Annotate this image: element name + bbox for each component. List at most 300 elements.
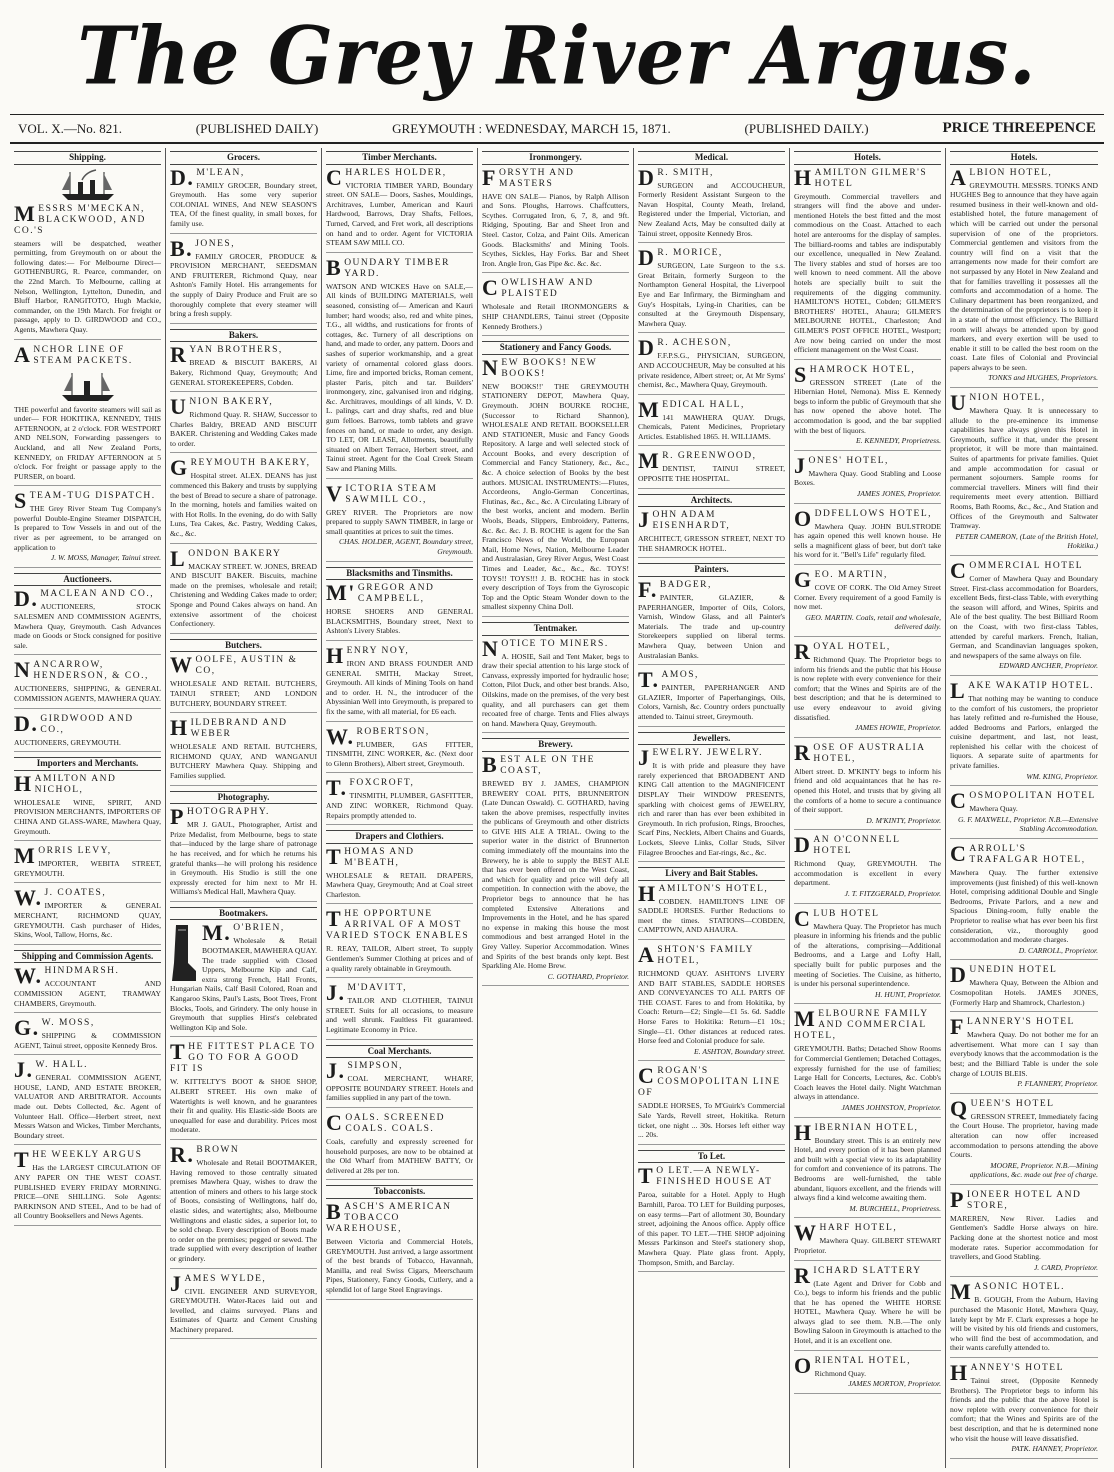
ad-body: RICHMOND QUAY. ASHTON'S LIVERY AND BAIT STABLES, SADDLE HORSES AND CONVEYANCES TO ALL PARTS OF THE COAST. Fares to and from Hokitika, by Coach: Return—£2; Single—£1 5s. 6d. Saddle Horse Fares to Hokitika: Return—£1 10s.; Single—£1. Other distances at reduced rates. Horse feed and Colonial produce for sale. <box>638 969 785 1046</box>
ad-photography <box>170 804 317 902</box>
ad-body: Mawhera Quay. Do not bother me for an advertisement. What more can I say than everybody knows that the accommodation is the best; and the Billiard Table is under the sole charge of LOUIS BLEIS. <box>950 1030 1098 1078</box>
section-heading: Architects. <box>638 494 785 508</box>
ad-weekly-argus <box>14 1147 161 1226</box>
section-heading: Shipping and Commission Agents. <box>14 950 161 964</box>
steamship-icon <box>58 369 118 403</box>
section-heading: Jewellers. <box>638 732 785 746</box>
section-heading: Tobacconists. <box>326 1185 473 1199</box>
ad-trafalgar <box>950 841 1098 960</box>
ad-best-ale <box>482 751 629 986</box>
ad-heading: JOHN ADAM EISENHARDT, <box>638 507 731 533</box>
ad-heading: M.O'BRIEN, <box>202 920 285 946</box>
ad-body: Mawhera Quay, Between the Albion and Cosmopolitan Hotels. JAMES JONES, (Formerly Harp and Shamrock, Charleston.) <box>950 978 1098 1007</box>
ad-shipping-mmeckan <box>14 200 161 340</box>
section-heading: Importers and Merchants. <box>14 757 161 771</box>
ad-heading: ROSE OF AUSTRALIA HOTEL, <box>794 739 926 765</box>
ad-body: DENTIST, TAINUI STREET, OPPOSITE THE HOSPITAL. <box>638 464 785 484</box>
ad-signature: CHAS. HOLDER, AGENT, Boundary street, Greymouth. <box>338 537 473 556</box>
ad-body: IMPORTER & GENERAL MERCHANT, RICHMOND QUAY, GREYMOUTH. Cash purchaser of Hides, Skins, Wool, Tallow, Horns, &c. <box>14 901 161 940</box>
ad-obrien <box>170 920 317 1037</box>
ad-body: HORSE SHOERS AND GENERAL BLACKSMITHS, Boundary street, Next to Ashton's Livery Stables. <box>326 607 473 636</box>
published-daily-right: (PUBLISHED DAILY.) <box>744 120 869 136</box>
section-heading: Photography. <box>170 791 317 805</box>
ad-heading: THOMAS AND M'BEATH, <box>326 843 415 869</box>
ad-royal-hotel <box>794 638 941 738</box>
ad-signature: MOORE, Proprietor. N.B.—Mining applications, &c. made out free of charge. <box>969 1160 1098 1180</box>
ad-signature: JAMES MORTON, Proprietor. <box>848 1379 941 1389</box>
ad-heading: D.MACLEAN AND CO., <box>14 586 155 612</box>
ad-heading: WOOLFE, AUSTIN & CO, <box>170 652 298 678</box>
newspaper-title: The Grey River Argus. <box>77 8 1037 103</box>
ad-reay <box>326 906 473 978</box>
section-heading: Grocers. <box>170 151 317 165</box>
ad-nancarrow <box>14 657 161 708</box>
section-heading: Stationery and Fancy Goods. <box>482 341 629 355</box>
section-heading: Livery and Bait Stables. <box>638 867 785 881</box>
ad-body: AUCTIONEERS, SHIPPING, & GENERAL COMMISSION AGENTS, MAWHERA QUAY. <box>14 684 161 703</box>
ad-signature: JAMES HOWIE, Proprietor. <box>854 723 941 733</box>
ad-body: Mawhera Quay. Good Stabling and Loose Boxes. <box>794 468 941 488</box>
section-heading: Timber Merchants. <box>326 151 473 165</box>
section-heading: Tentmaker. <box>482 622 629 636</box>
ad-body: Greymouth. Commercial travellers and strangers will find the above and under-mentioned Hotels the best fitted and the most commodious on the Coast. Attached to each hotel are anterooms for the display of samples. The billiard-rooms and tables are indisputably our excellence, unequalled in New Zealand. The livery stables and stud of horses are too well known to need comment. All the above hotels are specially built to suit the requirements of the digging community. HAMILTON'S HOTEL, Cobden; GILMER'S BROTHERS' HOTEL, Ahaura; GILMER'S MELBOURNE HOTEL, Charleston; And GILMER'S POST OFFICE HOTEL, Westport; Are now being carried on under the most efficient management on the West Coast. <box>794 191 941 355</box>
ad-body: It is with pride and pleasure they have rarely experienced that BROADBENT AND KING Call attention to the MAGNIFICENT DISPLAY Their WINDOW PRESENTS, sparkling with choicest gems of JEWELRY, rich and rarer than has ever been exhibited in Greymouth. In rich profusion, Rings, Brooches, Scarf Pins, Necklets, Albert Chains and Guards, Lockets, Sleeve Links, Collar Studs, Silver Filagree Brooches and Ear-rings, &c., &c. <box>638 761 785 857</box>
ad-heading: DUNEDIN HOTEL <box>950 962 1058 988</box>
ad-body: SURGEON and ACCOUCHEUR, Formerly Resident Assistant Surgeon to the Navan Hospital, County Meath, Ireland, Registered under the Imperial, Victorian, and New Zealand Acts, May be consulted daily at Tainui street, opposite Kennedy Bros. <box>638 180 785 238</box>
ad-body: IMPORTER, WEBITA STREET, GREYMOUTH. <box>14 859 161 878</box>
ad-union-bakery <box>170 394 317 453</box>
ad-heading: SHAMROCK HOTEL, <box>794 361 916 387</box>
ad-heading: W.HINDMARSH. <box>14 963 120 989</box>
ad-commercial-hotel <box>950 557 1098 676</box>
ad-heading: J.W. HALL. <box>14 1057 89 1083</box>
ad-heading: PIONEER HOTEL AND STORE, <box>950 1186 1082 1212</box>
ad-heading: LAKE WAKATIP HOTEL. <box>950 677 1095 703</box>
ad-signature: C. GOTHARD, Proprietor. <box>547 971 629 981</box>
ad-mgregor-campbell <box>326 580 473 641</box>
ad-body: Mawhera Quay. GILBERT STEWART Proprietor. <box>794 1236 941 1255</box>
column-2 <box>166 148 322 1468</box>
ad-signature: PETER CAMERON, (Late of the British Hotel, Hokitika.) <box>955 531 1098 551</box>
ad-boundary-timber <box>326 254 473 479</box>
ad-body: MACKAY STREET. W. JONES, BREAD AND BISCUIT BAKER. Biscuits, machine made on the premises, wholesale and retail; Christening and Wedding Cakes made to order; Sponge and Pound Cakes always on hand. An extensive assortment of the choicest Confectionery. <box>170 561 317 629</box>
ad-body: Boundary street. This is an entirely new Hotel, and every portion of it has been planned and built with a special view to its adaptability for comfort and convenience of its patrons. The Bedrooms are well-furnished, the table abundant, liquors excellent, and the friends will always find a kind welcome awaiting them. <box>794 1135 941 1203</box>
section-heading: To Let. <box>638 1150 785 1164</box>
ad-signature: J. T. FITZGERALD, Proprietor. <box>844 889 941 899</box>
ad-body: BREWED BY J. JAMES, CHAMPION BREWERY COAL PITS, BRUNNERTON (Late Duncan Oswald). C. GOTHARD, having taken the above premises, respectfully invites the publicans of Greymouth and other districts to GIVE HIS ALE A TRIAL. Owing to the superior water in the district of Brunnerton coming immediately off the mountains into the Brewery, he is able to supply the BEST ALE that has ever been offered on the West Coast, and which for quality and price will defy all competition. In connection with the above, the Proprietor begs to announce that he has completed Extensive Alterations and Improvements in the Hotel, and he has spared no expense in making this house the most commodious and best arranged Hotel in the Grey Valley. Superior Accommodation. Wines and Spirits of the best brands only kept. Best Sparkling Ale. Home Brew. <box>482 778 629 971</box>
ad-heading: T.AMOS, <box>638 667 699 693</box>
ad-badger <box>638 577 785 665</box>
ad-henry-noy <box>326 642 473 722</box>
ad-heading: M'GREGOR AND CAMPBELL, <box>326 580 435 606</box>
section-heading: Hotels. <box>950 151 1098 165</box>
ad-signature: M. BURCHELL, Proprietress. <box>849 1203 941 1213</box>
ad-body: NEW BOOKS!!' THE GREYMOUTH STATIONERY DEPOT, Mawhera Quay, Greymouth. JOHN BOURKE ROCHE, (Successor to Richard Shannon), WHOLESALE AND RETAIL BOOKSELLER AND STATIONER, Music and Fancy Goods Repository. A large and well selected stock of Account Books, and every description of Commercial and Fancy Stationery, &c., &c., &c. A choice selection of Books by the best authors. MUSICAL INSTRUMENTS:—Flutes, Accordeons, Anglo-German Concertinas, Flutinas, &c., &c., &c. A Circulating Library of the best works, ancient and modern. Berlin Wools, Beads, Slippers, Embroidery, Patterns, &c. &c. &c. J. B. ROCHE is agent for the San Francisco News of the World, the European Mail, Home News, Nation, Melbourne Leader and Australasian, Grey River Argus, West Coast Times and Leader, &c., &c., &c. TOYS! TOYS!! TOYS!!! J. B. ROCHE has in stock every description of Toys from the Gyroscopic Top and the Optic Steam Wonder down to the smallest sixpenny China Doll. <box>482 381 629 612</box>
ad-heading: NEW BOOKS! NEW BOOKS! <box>482 354 598 380</box>
ad-heading: HIBERNIAN HOTEL, <box>794 1119 919 1145</box>
ad-heading: DAN O'CONNELL HOTEL <box>794 832 901 858</box>
ad-woolfe-austin <box>170 652 317 713</box>
section-heading: Auctioneers. <box>14 573 161 587</box>
ad-heading: D.M'LEAN, <box>170 164 245 190</box>
ad-body: GRESSON STREET, Immediately facing the Court House. The proprietor, having made alteration can now offer increased accommodation to persons attending the above Courts. <box>950 1111 1098 1160</box>
ad-heading: MEDICAL HALL, <box>638 396 745 422</box>
ad-heading: THE OPPORTUNE ARRIVAL OF A MOST VARIED STOCK ENABLES <box>326 906 470 942</box>
ad-heading: D.GIRDWOOD AND CO., <box>14 710 134 736</box>
ad-body: CIVIL ENGINEER AND SURVEYOR, GREYMOUTH. Water-Races laid out and levelled, and claims surveyed. Plans and Estimates of Quartz and Cement Crushing Machinery prepared. <box>170 1286 317 1334</box>
ad-body: Mawhera Quay. <box>969 804 1018 814</box>
ad-amos <box>638 667 785 726</box>
ad-jones-hotel <box>794 452 941 504</box>
ad-heading: RICHARD SLATTERY <box>794 1262 922 1288</box>
ad-hindmarsh <box>14 963 161 1013</box>
ad-body: Richmond Quay. R. SHAW, Successor to Charles Baldry, BREAD AND BISCUIT BAKER. Christening and Wedding Cakes made to order. <box>170 410 317 448</box>
section-heading: Hotels. <box>794 151 941 165</box>
ad-ashtons <box>638 942 785 1061</box>
ad-heading: W.J. COATES, <box>14 885 107 911</box>
price: PRICE THREEPENCE <box>942 120 1096 136</box>
column-3 <box>322 148 478 1468</box>
ad-heading: HAMILTON GILMER'S HOTEL <box>794 164 928 190</box>
ad-hibernian <box>794 1119 941 1219</box>
ad-heading: DR. SMITH, <box>638 164 714 190</box>
ad-body: WHOLESALE WINE, SPIRIT, AND PROVISION MERCHANTS, IMPORTERS OF CHINA AND GLASS-WARE, Mawhera Quay, Greymouth. <box>14 797 161 836</box>
columns <box>10 148 1104 1468</box>
section-heading: Medical. <box>638 151 785 165</box>
ad-body: Wholesale and Retail BOOTMAKER, Having removed to those centrally situated premises Mawhera Quay, wishes to draw the attention of miners and others to his large stock of Boots, consisting of Wellingtons, half do, elastic sides, and watertights; also, Melbourne Wellingtons and elastic sides, a superior lot, to be sold cheap. Every description of Boots made to order on the premises; pegged or sewed. The trade supplied with every description of leather or grindery. <box>170 1157 317 1263</box>
ad-dan-oconnell <box>794 832 941 903</box>
ad-body: HAVE ON SALE— Pianos, by Ralph Allison and Sons. Ploughs, Harrows. Chaffcutters, Scythes. Corrugated Iron, 6, 7, 8, and 9ft. Ridging, Spouting. Bar and Sheet Iron and Steel. Castor, Colza, and Paint Oils. American Goods. Blacksmiths' and Mining Tools. Scythes, Sickles, Hay Forks. Bar and Sheet Iron. Angle Iron, Gas Pipe &c. &c. &c. <box>482 191 629 268</box>
ad-heading: FORSYTH AND MASTERS <box>482 164 575 190</box>
ad-heading: MASONIC HOTEL. <box>950 1279 1066 1305</box>
ad-oddfellows <box>794 505 941 565</box>
ad-lake-wakatip <box>950 677 1098 786</box>
ad-coates <box>14 885 161 944</box>
ad-body: PAINTER, PAPERHANGER AND GLAZIER, Importer of Paperhangings, Oils, Colors, Varnish, &c. Country orders punctually attended to. Tainui street, Greymouth. <box>638 683 785 721</box>
ad-heading: JEWELRY. JEWELRY. <box>638 745 763 771</box>
ad-body: COBDEN. HAMILTON'S LINE OF SADDLE HORSES. Further Reductions to meet the times. STATIONS—COBDEN, CAMPTOWN, AND AHAURA. <box>638 896 785 935</box>
ad-heading: G.W. MOSS, <box>14 1015 95 1041</box>
ad-heading: HANNEY'S HOTEL <box>950 1360 1064 1385</box>
section-heading: Bootmakers. <box>170 907 317 921</box>
ad-heading: HILDEBRAND AND WEBER <box>170 715 288 741</box>
ad-morris-levy <box>14 843 161 883</box>
ad-body: PLUMBER, GAS FITTER, TINSMITH, ZINC WORKER, &c. (Next door to Glenn Brothers), Albert street, Greymouth. <box>326 739 473 768</box>
ad-medical-hall <box>638 396 785 447</box>
ad-heading: LONDON BAKERY <box>170 545 282 571</box>
ad-heading: PHOTOGRAPHY. <box>170 804 270 830</box>
ad-heading: GEO. MARTIN, <box>794 567 888 592</box>
ad-masonic-hotel <box>950 1279 1098 1358</box>
ad-heading: STEAM-TUG DISPATCH. <box>14 488 156 514</box>
ad-club-hotel <box>794 905 941 1005</box>
ad-thomas-mbeath <box>326 843 473 905</box>
ad-flannerys <box>950 1014 1098 1094</box>
ad-signature: JAMES JOHNSTON, Proprietor. <box>841 1102 941 1112</box>
ad-heading: CROGAN'S COSMOPOLITAN LINE OF <box>638 1063 781 1099</box>
ad-heading: JAMES WYLDE, <box>170 1270 267 1296</box>
ad-body: Wholesale & Retail BOOTMAKER, MAWHERA QUAY. The trade supplied with Closed Uppers, Melbourne Kip and Calf, extra strong French, Hall Fronts, Hungarian Nails, Calf Basil Colored, Roan and Kangaroo Skins, Paul's Lasts, Boot Trees, Front Blocks, Tools, and Grindery. The only house in Greymouth that supplies Hirst's celebrated Wellington Kip and Sole. <box>170 936 317 1032</box>
ad-pioneer-hotel <box>950 1186 1098 1278</box>
ad-body: GENERAL COMMISSION AGENT, HOUSE, LAND, AND ESTATE BROKER, VALUATOR AND ARBITRATOR. Accounts made out. Debts Collected, &c. Agent of Volunteer Hall. Office—Herbert street, next Messrs Watson and Wickes, Timber Merchants, Boundary street. <box>14 1073 161 1140</box>
ad-signature: E. KENNEDY, Proprietress. <box>855 436 941 446</box>
ad-body: Wholesale and Retail IRONMONGERS & SHIP CHANDLERS, Tainui street (Opposite Kennedy Brothers.) <box>482 302 629 331</box>
ad-heading: THE FITTEST PLACE TO GO TO FOR A GOOD FIT IS <box>170 1039 316 1075</box>
ad-shamrock-hotel <box>794 361 941 451</box>
ad-heading: ROYAL HOTEL, <box>794 638 891 664</box>
ad-heading: B.JONES, <box>170 235 236 261</box>
ad-robertson <box>326 723 473 774</box>
ad-heading: W.ROBERTSON, <box>326 723 430 749</box>
ad-albion-hotel <box>950 164 1098 388</box>
ad-forsyth-masters <box>482 164 629 274</box>
ad-hamiltons-hotel <box>638 880 785 940</box>
ad-dr-morice <box>638 245 785 333</box>
ad-heading: HENRY NOY, <box>326 642 410 668</box>
ad-signature: J. W. MOSS, Manager, Tainui street. <box>50 553 161 563</box>
ad-body: FAMILY GROCER, Boundary street, Greymouth. Has some very superior COLONIAL WINES, And NEW SEASON'S TEA, Of the finest quality, in small boxes, for family use. <box>170 180 317 228</box>
ad-heading: R.BROWN <box>170 1141 240 1167</box>
ad-heading: FLANNERY'S HOTEL <box>950 1014 1075 1040</box>
ad-heading: HAMILTON AND NICHOL, <box>14 770 117 796</box>
ad-body: TAILOR AND CLOTHIER, TAINUI STREET. Suits for all occasions, to measure and well shrunk. Faultless Fit guaranteed. Legitimate Economy in Price. <box>326 996 473 1035</box>
ad-heading: DR. MORICE, <box>638 245 723 271</box>
section-heading: Coal Merchants. <box>326 1045 473 1059</box>
ad-body: Paroa, suitable for a Hotel. Apply to Hugh Barnhill, Paroa. TO LET for Building purposes, on easy terms—Part of allotment 30, Boundary street, adjoining the Anoos office. Apply office of this paper. TO LET.—THE SHOP adjoining Messrs Parkinson and Steel's stationery shop, Mawhera Quay. Plate glass front. Apply, Thompson, Smith, and Barclay. <box>638 1190 785 1267</box>
ad-wharf-hotel <box>794 1220 941 1260</box>
section-heading: Blacksmiths and Tinsmiths. <box>326 567 473 581</box>
published-daily-left: (PUBLISHED DAILY) <box>195 120 319 136</box>
column-5 <box>634 148 790 1468</box>
ad-heading: RYAN BROTHERS, <box>170 342 283 368</box>
ad-signature: TONKS and HUGHES, Proprietors. <box>988 373 1098 383</box>
ad-coals <box>326 1110 473 1180</box>
ad-body: Mawhera Quay. The further extensive improvements (just finished) of this well-known Hotel, comprising additional Double and Single Bedrooms, Private Parlors, and a new and Spacious Dining-room, fully enable the Proprietor to realise what has ever been his first consideration, viz., thoroughly good accommodation and moderate charges. <box>950 868 1098 945</box>
ad-cowlishaw <box>482 275 629 336</box>
dateline-bar <box>10 114 1104 144</box>
steamship-icon <box>58 168 118 202</box>
ad-heading: J.M'DAVITT, <box>326 980 407 1006</box>
ad-body: Mawhera Quay. It is unnecessary to allude to the pre-eminence its immense capabilities have always given this Hotel in Greymouth, suffice it that, under the present proprietor, it will be more than maintained. Suites of apartments for private families. Quiet and ample accommodation for casual or permanent sojourners. Sample rooms for commercial travellers. Miners will find their requirements meet every attention. Billiard Rooms, Bath Rooms, &c., &c., And Station and Offices of the Greymouth and Saltwater Tramway. <box>950 406 1098 531</box>
ad-heading: QUEEN'S HOTEL <box>950 1095 1055 1121</box>
ad-heading: CHARLES HOLDER, <box>326 164 447 190</box>
ad-heading: F.BADGER, <box>638 577 712 603</box>
ad-body: GREYMOUTH. Baths; Detached Show Rooms for Commercial Gentlemen; Detached Cottages, expressly furnished for the use of families; Large Hall for Concerts, Lectures, &c. Cobb's Coach leaves the Hotel daily. Night Watchman always in attendance. <box>794 1044 941 1102</box>
ad-heading: TO LET.—A NEWLY-FINISHED HOUSE AT <box>638 1163 773 1189</box>
ad-signature: EDWARD ANCHER, Proprietor. <box>998 661 1098 671</box>
ad-body: FAMILY GROCER, PRODUCE & PROVISION MERCHANT, SEEDSMAN AND FRUITERER, Richmond Quay, near Ashton's Family Hotel. His arrangements for the supply of Dairy Produce and Fruit are so thoroughly complete that every steamer will bring a fresh supply. <box>170 251 317 319</box>
ad-heading: MORRIS LEVY, <box>14 843 112 869</box>
ad-body: Albert street. D. M'KINTY begs to inform his friend and old acquaintances that he has re-opened this Hotel, and trusts that by giving all the comforts of a home to secure a continuance of their support. <box>794 766 941 815</box>
ad-signature: JAMES JONES, Proprietor. <box>856 489 941 499</box>
ad-heading: COWLISHAW AND PLAISTED <box>482 275 594 301</box>
ad-body: VICTORIA TIMBER YARD, Boundary street. ON SALE— Doors, Sashes, Mouldings, Architraves, Lumber, American and Kauri Hardwood, Barrows, Dray Shafts, Felloes, Turned, Carved, and Fret work, all descriptions on hand and to order. Agent for VICTORIA STEAM SAW MILL CO. <box>326 180 473 248</box>
ad-heading: COALS. SCREENED COALS. COALS. <box>326 1110 446 1135</box>
ad-body: Between Victoria and Commercial Hotels, GREYMOUTH. Just arrived, a large assortment of the best brands of Tobacco, Havannah, Manilla, and real Swiss Cigars, Meerschaum Pipes, Stationery, Fancy Goods, Cutlery, and a splendid lot of large Steel Engravings. <box>326 1236 473 1294</box>
ad-heading: COMMERCIAL HOTEL <box>950 557 1084 583</box>
ad-body: Hospital street. ALEX. DEANS has just commenced this Bakery and trusts by supplying the best of Bread to secure a share of patronage. In the morning, hotels and families waited on with Hot Rolls. In the evening, do do with Sally Luns, Tea Cakes, &c. Pastry, Wedding Cakes, &c., &c. <box>170 471 317 539</box>
ad-body: SHIPPING & COMMISSION AGENT, Tainui street, opposite Kennedy Bros. <box>14 1031 161 1050</box>
ad-body: Mawhera Quay. The Proprietor has much pleasure in informing his friends and the public of the alterations, comprising—Additional Bedrooms, and a Large and Lofty Hall, specially built for public purposes and the meeting of Societies. The Cuisine, as hitherto, is under his personal superintendence. <box>794 921 941 989</box>
ad-body: SURGEON, Late Surgeon to the s.s. Great Britain, formerly Surgeon to the Northampton General Hospital, the Liverpool Eye and Ear Infirmary, the Birmingham and Guy's Hospitals, Lying-in Charities, can be consulted at the Greymouth Dispensary, Mawhera Quay. <box>638 261 785 328</box>
section-heading: Shipping. <box>14 151 161 165</box>
ad-heading: ODDFELLOWS HOTEL, <box>794 505 933 531</box>
column-1 <box>10 148 166 1468</box>
ad-heading: JONES' HOTEL, <box>794 452 889 478</box>
ad-union-hotel <box>950 390 1098 556</box>
ad-foxcroft <box>326 775 473 825</box>
ad-heading: CARROLL'S TRAFALGAR HOTEL, <box>950 841 1086 867</box>
ad-body: PAINTER, GLAZIER, & PAPERHANGER, Importer of Oils, Colors, Varnish, Window Glass, and all Painter's Materials. The trade and up-country Storekeepers supplied on liberal terms. Mawhera Quay, between Union and Australasian Banks. <box>638 593 785 660</box>
ad-body: AUCTIONEERS, GREYMOUTH. <box>14 737 121 747</box>
ad-crogan <box>638 1063 785 1144</box>
ad-notice-to-miners <box>482 635 629 734</box>
ad-body: IRON AND BRASS FOUNDER AND GENERAL SMITH, Mackay Street, Greymouth. All kinds of Mining Tools on hand and to order. H. N., the introducer of the Abyssinian Well into Greymouth, is prepared to fix the same, with all material, for £6 each. <box>326 658 473 716</box>
ad-heading: COSMOPOLITAN HOTEL <box>950 788 1096 814</box>
ad-body: ARCHITECT, GRESSON STREET, NEXT TO THE SHAMROCK HOTEL. <box>638 534 785 553</box>
ad-anchor-line <box>14 341 161 487</box>
ad-girdwood <box>14 710 161 753</box>
ad-heading: GREYMOUTH BAKERY, <box>170 455 311 481</box>
ad-body: TINSMITH, PLUMBER, GASFITTER, AND ZINC WORKER, Richmond Quay. Repairs promptly attended to. <box>326 791 473 820</box>
ad-heading: THE WEEKLY ARGUS <box>14 1147 143 1173</box>
ad-body: SADDLE HORSES, To M'Guirk's Commercial Sale Yards, Revell street, Hokitika. Return ticket, one night ... 30s. Horses left either way ... 20s. <box>638 1101 785 1140</box>
ad-body: MAREREN, New River. Ladies and Gentlemen's Saddle Horse always on hire. Packing done at the shortest notice and most moderate rates. Superior accommodation for travellers, and Good Stabling. <box>950 1213 1098 1262</box>
ad-body: Mawhera Quay. JOHN BULSTRODE has again opened this well known house. He sells a magnificent glass of beer, but don't take his word for it. "Bell's Life" regularly filed. <box>794 521 941 560</box>
ad-dr-smith <box>638 164 785 244</box>
ad-to-let <box>638 1163 785 1272</box>
ad-rose-of-australia <box>794 739 941 831</box>
ad-eisenhardt <box>638 507 785 558</box>
ad-signature: D. M'KINTY, Proprietor. <box>866 815 941 825</box>
ad-heading: CLUB HOTEL <box>794 905 880 931</box>
ad-body: WHOLESALE & RETAIL DRAPERS, Mawhera Quay, Greymouth; And at Coal street Charleston. <box>326 870 473 899</box>
ad-body: Coals, carefully and expressly screened for household purposes, are now to be obtained at the Old Wharf from MATHEW BATTY, Or delivered at 28s per ton. <box>326 1137 473 1175</box>
ad-heading: MESSRS M'MECKAN, BLACKWOOD, AND CO.'S <box>14 200 146 236</box>
ad-heading: ASHTON'S FAMILY HOTEL, <box>638 942 754 968</box>
volume-number: VOL. X.—No. 821. <box>18 120 122 136</box>
ad-signature: E. ASHTON, Boundary street. <box>694 1046 785 1056</box>
ad-heading: HAMILTON'S HOTEL, <box>638 880 769 906</box>
ad-body: 141 MAWHERA QUAY. Drugs, Chemicals, Patent Medicines, Proprietary Articles. Established 1865. H. WILLIAMS. <box>638 412 785 441</box>
ad-steam-tug <box>14 488 161 568</box>
ad-cosmopolitan <box>950 788 1098 839</box>
ad-simpson <box>326 1058 473 1108</box>
ad-body: B. GOUGH, From the Auburn, Having purchased the Masonic Hotel, Mawhera Quay, lately kept by Mr F. Clark expresses a hope he will be visited by his old friends and customers, who will find the best of accommodation, and their wants carefully attended to. <box>950 1295 1098 1353</box>
ad-body: ACCOUNTANT AND COMMISSION AGENT, TRAMWAY CHAMBERS, Greymouth. <box>14 979 161 1008</box>
ad-r-brown <box>170 1141 317 1269</box>
ad-body: COAL MERCHANT, WHARF, OPPOSITE BOUNDARY STREET. Hotels and families supplied in any part of the town. <box>326 1074 473 1103</box>
ad-body: W. KITTELTY'S BOOT & SHOE SHOP, ALBERT STREET. His own make of Watertights is well known, and he guarantees their fit and quality. His Elastic-side Boots are unequalled for ease and durability. Prices most moderate. <box>170 1077 317 1135</box>
column-7 <box>946 148 1102 1468</box>
ad-hamilton-gilmer <box>794 164 941 360</box>
ad-signature: WM. KING, Proprietor. <box>1026 771 1098 781</box>
ad-slattery <box>794 1262 941 1351</box>
ad-jewelry <box>638 745 785 862</box>
ad-maclean <box>14 586 161 655</box>
ad-heading: ALBION HOTEL, <box>950 164 1053 190</box>
ad-body: WATSON AND WICKES Have on SALE,— All kinds of BUILDING MATERIALS, well seasoned, consisting of— American and Kauri lumber; hard woods; also, red and white pines, T.G., all widths, and rustications for fronts of cottages, &c. Turnery of all descriptions on hand, and made to order, any pattern. Doors and sashes of superior workmanship, and a great variety of ornamental colored glass doors. Lime, fire and imported bricks, Roman cement, plaster Paris, pitch and tar. Builders' ironmongery, zinc, galvanised iron and ridging, &c. Architraves, mouldings of all kinds, V. D. L. palings, cart and dray shafts, red and blue gum felloes. Barrows, tomb tablets and grave fences on hand, or made to order, any design. TO LET, OR LEASE, Allotments, beautifully situated on Albert Terrace, Herbert street, and Tainui street. Agent for the Coal Creek Steam Saw and Planing Mills. <box>326 281 473 474</box>
ad-heading: BASCH'S AMERICAN TOBACCO WAREHOUSE, <box>326 1198 452 1234</box>
ad-body: COVE OF CORK. The Old Arney Street Corner. Every requirement of a good Family is now met. <box>794 583 941 612</box>
ad-queens-hotel <box>950 1095 1098 1185</box>
ad-heading: ORIENTAL HOTEL, <box>794 1352 912 1378</box>
ad-signature: G. F. MAXWELL, Proprietor. N.B.—Extensive Stabling Accommodation. <box>957 814 1098 834</box>
ad-body: Tainui street, (Opposite Kennedy Brothers). The Proprietor begs to inform his friends and the public that the above Hotel is now replete with every convenience for their comfort; that the Wines and Spirits are of the best description, and that he is determined none who visit the house will leave dissatisfied. <box>950 1376 1098 1443</box>
ad-signature: GEO. MARTIN. Coals, retail and wholesale, delivered daily. <box>805 612 941 632</box>
ad-ryan-brothers <box>170 342 317 392</box>
ad-dunedin-hotel <box>950 962 1098 1012</box>
ad-geo-martin <box>794 567 941 637</box>
ad-body: THE powerful and favorite steamers will sail as under— FOR HOKITIKA, KENNEDY, THIS AFTERNOON, at 2 o'clock. FOR WESTPORT AND NELSON, Forwarding passengers to Auckland, and all New Zealand Ports, KENNEDY, on FRIDAY AFTERNOON at 5 o'clock. For freight or passage apply to the PURSER, on board. <box>14 404 161 481</box>
ad-body: R. REAY, TAILOR, Albert street, To supply Gentlemen's Summer Clothing at prices and of a quality rarely obtainable in Greymouth. <box>326 944 473 973</box>
ad-hamilton-nichol <box>14 770 161 841</box>
ad-victoria-sawmill <box>326 480 473 562</box>
column-4 <box>478 148 634 1468</box>
ad-signature: P. FLANNERY, Proprietor. <box>1017 1079 1098 1089</box>
ad-mlean <box>170 164 317 234</box>
ad-heading: UNION BAKERY, <box>170 394 274 420</box>
ad-heading: UNION HOTEL, <box>950 390 1046 416</box>
ad-heading: J.SIMPSON, <box>326 1058 404 1084</box>
ad-body: Richmond Quay. <box>814 1368 867 1378</box>
ad-heading: VICTORIA STEAM SAWMILL CO., <box>326 480 438 506</box>
ad-mdavitt <box>326 980 473 1039</box>
ad-body: F.F.P.S.G., PHYSICIAN, SURGEON, AND ACCOUCHEUR, May be consulted at his private residence, Albert street; or, At Mr Syms' chemist, &c., Mawhera Quay, Greymouth. <box>638 351 785 390</box>
section-heading: Butchers. <box>170 639 317 653</box>
boot-icon <box>170 923 198 983</box>
ad-body: That nothing may be wanting to conduce to the comfort of his customers, the proprietor has lately refitted and re-furnished the House, added Bedrooms and Parlors, enlarged the cuisine department, and last, not least, replenished his cellar with the choicest of liquors. A separate suite of apartments for private families. <box>950 693 1098 771</box>
ad-heading: BEST ALE ON THE COAST, <box>482 751 595 777</box>
ad-body: GREYMOUTH. MESSRS. TONKS AND HUGHES Beg to announce that they have again resumed business in their well-known and old-established hotel, the future management of which will be carried out under the personal supervision of one of the proprietors. Commercial gentlemen and visitors from the country will find on a visit that the arrangements now made for their comfort are not surpassed by any Hotel in New Zealand and that for families travelling it possesses all the comforts and accommodation of a home. The Culinary department has been reorganized, and the determination of the proprietors is to keep it in a state of the utmost efficiency. The Billiard room will always be attended upon by good markers, and every exertion will be used to enable it still to be called the best room on the coast. Late files of Colonial and Provincial papers always to be seen. <box>950 180 1098 372</box>
ad-body: A. HOSIE, Sail and Tent Maker, begs to draw their special attention to his large stock of Canvass, expressly imported for hydraulic hose; Cotton, Pilot Duck, and other best brands. Also, Oilskins, made on the premises, of the very best quality, and all purchasers can get them recoated free of charge. Tents and Flies always on hand. Mawhera Quay, Greymouth. <box>482 651 629 728</box>
ad-new-books <box>482 354 629 617</box>
ad-body: GRESSON STREET (Late of the Hibernian Hotel, Nemona). Miss E. Kennedy begs to inform the public of Greymouth that she has now opened the above hotel. The accommodation is good, and the bar supplied with the best of liquors. <box>794 377 941 435</box>
section-heading: Painters. <box>638 563 785 577</box>
ad-body: MR J. GAUL, Photographer, Artist and Prize Medalist, from Melbourne, begs to state that—induced by the large share of patronage he has received, and for which he returns his grateful thanks—he will prolong his residence in Greymouth. His Studio is still the one expressly erected for him next to Mr H. Williams's Medical Hall, Mawhera Quay. <box>170 820 317 897</box>
ad-body: WHOLESALE AND RETAIL BUTCHERS, TAINUI STREET; AND LONDON BUTCHERY, BOUNDARY STREET. <box>170 679 317 708</box>
section-heading: Bakers. <box>170 329 317 343</box>
ad-kittelty <box>170 1039 317 1140</box>
masthead <box>0 0 1114 112</box>
ad-heading: NOTICE TO MINERS. <box>482 635 609 661</box>
ad-body: BREAD & BISCUIT BAKERS, Al Bakery, Richmond Quay, Greymouth; And GENERAL STOREKEEPERS, Cobden. <box>170 358 317 387</box>
ad-oriental-hotel <box>794 1352 941 1394</box>
ad-body: GREY RIVER. The Proprietors are now prepared to supply SAWN TIMBER, in large or small quantities at prices to suit the times. <box>326 507 473 536</box>
ad-signature: PATK. HANNEY, Proprietor. <box>1011 1444 1098 1454</box>
ad-body: AUCTIONEERS, STOCK SALESMEN AND COMMISSION AGENTS, Mawhera Quay, Greymouth. Cash Advances made on Goods or Stock consigned for positive sale. <box>14 602 161 650</box>
ad-basch-tobacco <box>326 1198 473 1300</box>
ad-heading: DR. ACHESON, <box>638 335 732 361</box>
ad-hall <box>14 1057 161 1145</box>
ad-body: THE Grey River Steam Tug Company's powerful Double-Engine Steamer DISPATCH, Is prepared to Tow Vessels in and out of the river as per agreement, to be arranged on application to <box>14 504 161 552</box>
ad-heading: ANCHOR LINE OF STEAM PACKETS. <box>14 341 133 367</box>
ad-hildebrand-weber <box>170 715 317 785</box>
section-heading: Drapers and Clothiers. <box>326 830 473 844</box>
ad-body: steamers will be despatched, weather permitting, from Greymouth on or about the following dates:— For Melbourne Direct— GOTHENBURG, R. Pearce, commander, on the 22nd March. To Melbourne, calling at Nelson, Wellington, Lyttelton, Dunedin, and Bluff Harbor, RANGITOTO, Hugh Mackie, commander, on the 19th March. For freight or passage, apply to D. GIRDWOOD and CO., Agents, Mawhera Quay. <box>14 238 161 334</box>
ad-body: Has the LARGEST CIRCULATION OF ANY PAPER ON THE WEST COAST. PUBLISHED EVERY FRIDAY MORNING. PRICE—ONE SHILLING. Sole Agents: PARKINSON AND STEEL, And to be had of all Country Booksellers and News Agents. <box>14 1163 161 1221</box>
ad-moss <box>14 1015 161 1055</box>
ad-greenwood-dentist <box>638 448 785 488</box>
ad-heading: MELBOURNE FAMILY AND COMMERCIAL HOTEL, <box>794 1006 929 1042</box>
issue-date: GREYMOUTH : WEDNESDAY, MARCH 15, 1871. <box>392 120 671 136</box>
ad-body: (Late Agent and Driver for Cobb and Co.), begs to inform his friends and the public that he has opened the WHITE HORSE HOTEL, Mawhera Quay. Where he will be always glad to see them. N.B.—The only Bowling Saloon in Greymouth is attached to the Hotel, and it is an excellent one. <box>794 1278 941 1346</box>
ad-melbourne-family <box>794 1006 941 1117</box>
ad-charles-holder <box>326 164 473 253</box>
ad-signature: J. CARD, Proprietor. <box>1033 1262 1098 1272</box>
ad-body: Richmond Quay. The Proprietor begs to inform his friends and the public that his House is now replete with every convenience for their comfort; that the Wines and Spirits are of the best description; and that he is determined to use every endeavour to avoid giving dissatisfied. <box>794 654 941 722</box>
ad-hanneys-hotel <box>950 1360 1098 1459</box>
